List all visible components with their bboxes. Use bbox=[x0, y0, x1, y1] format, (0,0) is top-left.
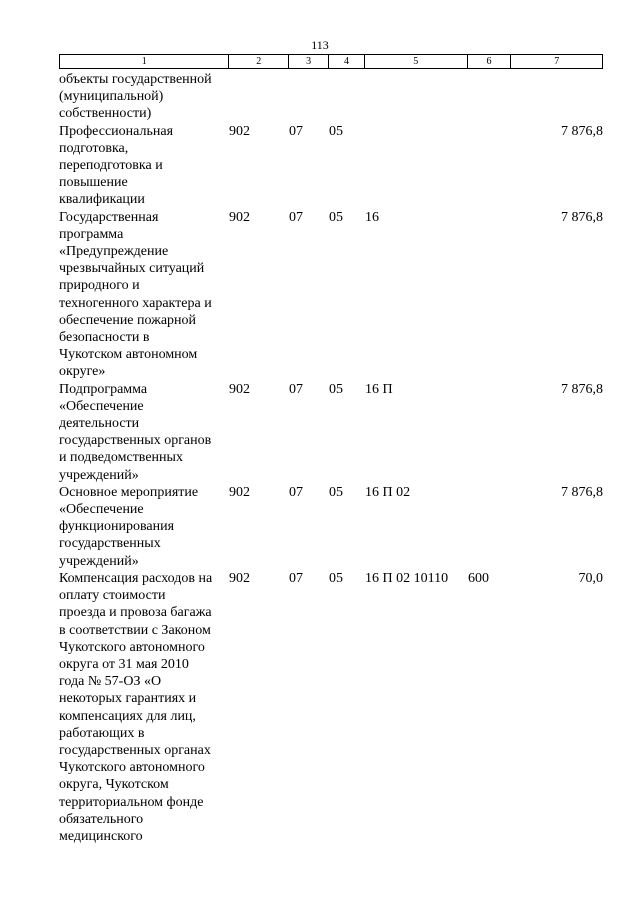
header-col-1: 1 bbox=[60, 55, 229, 68]
row-subsection: 05 bbox=[329, 570, 343, 586]
row-target: 16 П bbox=[365, 381, 393, 397]
table-header bbox=[59, 54, 603, 69]
row-type bbox=[468, 71, 512, 123]
row-subsection: 05 bbox=[329, 381, 343, 397]
row-admin: 902 bbox=[229, 209, 250, 225]
row-type bbox=[468, 209, 512, 381]
row-admin: 902 bbox=[229, 381, 250, 397]
row-target bbox=[365, 71, 468, 123]
row-name: Государственная программа «Предупреждение чрезвычайных ситуаций природного и техногенного характера и обеспечение пожарной безопасности в Чукотском автономном округе» bbox=[59, 209, 212, 380]
row-type bbox=[468, 484, 512, 570]
row-amount: 7 876,8 bbox=[561, 381, 603, 397]
page-number: 113 bbox=[311, 38, 329, 52]
table-row bbox=[59, 381, 603, 484]
row-admin bbox=[229, 71, 289, 123]
header-col-4: 4 bbox=[329, 55, 365, 68]
row-amount: 70,0 bbox=[578, 570, 603, 586]
header-col-5: 5 bbox=[365, 55, 468, 68]
row-amount bbox=[512, 71, 603, 123]
row-amount: 7 876,8 bbox=[561, 484, 603, 500]
row-target: 16 bbox=[365, 209, 379, 225]
row-name: Профессиональная подготовка, переподготовка и повышение квалификации bbox=[59, 123, 174, 208]
row-name: Основное мероприятие «Обеспечение функционирования государственных учреждений» bbox=[59, 484, 199, 569]
header-col-2: 2 bbox=[229, 55, 289, 68]
row-target: 16 П 02 bbox=[365, 484, 411, 500]
row-target bbox=[365, 123, 468, 209]
row-subsection: 05 bbox=[329, 209, 343, 225]
row-section: 07 bbox=[289, 570, 303, 586]
row-type: 600 bbox=[468, 570, 489, 586]
row-section: 07 bbox=[289, 381, 303, 397]
header-col-3: 3 bbox=[289, 55, 329, 68]
row-subsection bbox=[329, 71, 365, 123]
row-admin: 902 bbox=[229, 570, 250, 586]
table-body bbox=[59, 71, 603, 845]
table-row bbox=[59, 570, 603, 845]
table-row bbox=[59, 209, 603, 381]
row-subsection: 05 bbox=[329, 484, 343, 500]
row-amount: 7 876,8 bbox=[561, 123, 603, 139]
header-col-7: 7 bbox=[554, 56, 560, 67]
row-type bbox=[468, 123, 512, 209]
row-section: 07 bbox=[289, 484, 303, 500]
table-row bbox=[59, 71, 603, 123]
row-subsection: 05 bbox=[329, 123, 343, 139]
row-target: 16 П 02 10110 bbox=[365, 570, 449, 586]
row-name: Подпрограмма «Обеспечение деятельности государственных органов и подведомственных учреждений» bbox=[59, 381, 212, 483]
table-row bbox=[59, 123, 603, 209]
row-amount: 7 876,8 bbox=[561, 209, 603, 225]
row-admin: 902 bbox=[229, 484, 250, 500]
header-col-6: 6 bbox=[468, 55, 512, 68]
table-row bbox=[59, 484, 603, 570]
row-name: Компенсация расходов на оплату стоимости проезда и провоза багажа в соответствии с Законом Чукотского автономного округа от 31 мая 2010 года № 57-ОЗ «О некоторых гарантиях и компенсациях для лиц, работающих в государственных органах Чукотского автономного округа, Чукотском территориальном фонде обязательного медицинского bbox=[59, 570, 213, 844]
row-section: 07 bbox=[289, 209, 303, 225]
row-admin: 902 bbox=[229, 123, 250, 139]
row-section: 07 bbox=[289, 123, 303, 139]
row-name: объекты государственной (муниципальной) собственности) bbox=[59, 72, 212, 122]
row-type bbox=[468, 381, 512, 484]
row-section bbox=[289, 71, 329, 123]
